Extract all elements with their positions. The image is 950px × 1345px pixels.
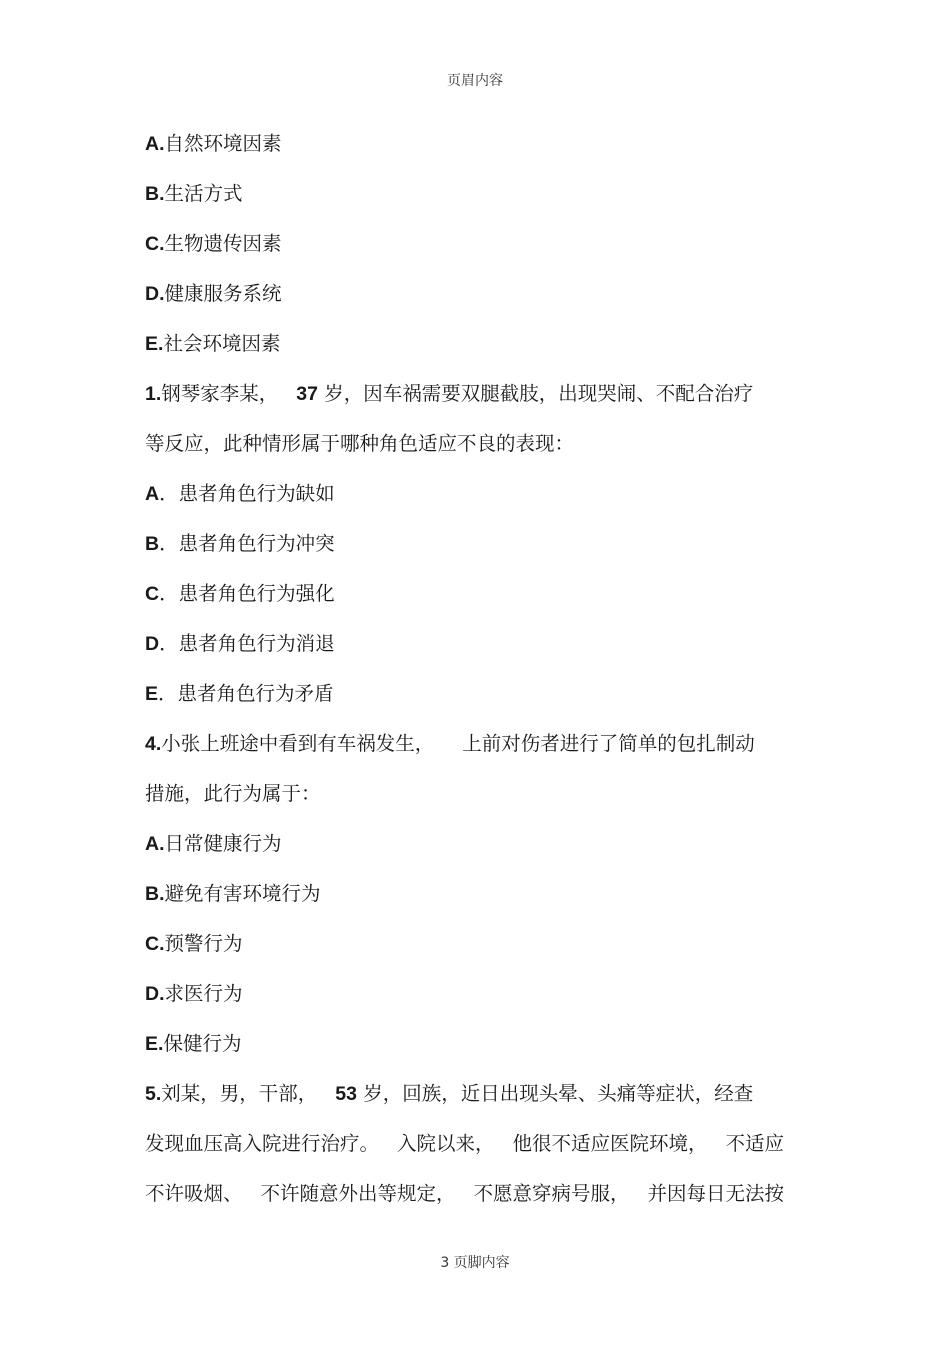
question-text: 钢琴家李某， — [161, 382, 279, 405]
option-text: ．患者角色行为冲突 — [159, 532, 335, 555]
question-number: 4. — [145, 733, 162, 755]
question-4-line-2: 措施，此行为属于： — [145, 782, 321, 805]
option-text: ．患者角色行为消退 — [159, 632, 335, 655]
q1-option-a — [145, 477, 810, 527]
q4-option-c — [145, 927, 810, 977]
question-text: 入院以来， — [397, 1132, 495, 1155]
page-footer: 3 页脚内容 — [440, 1255, 510, 1271]
question-text: 发现血压高入院进行治疗。 — [145, 1132, 380, 1155]
question-text: 不适应 — [725, 1132, 785, 1155]
option-label: B. — [145, 183, 165, 205]
option-label: D — [145, 633, 160, 655]
q1-option-d — [145, 627, 810, 677]
option-text: 预警行为 — [164, 932, 243, 955]
question-1-line-1 — [145, 377, 810, 427]
question-text: 并因每日无法按 — [647, 1182, 785, 1205]
option-text: 保健行为 — [163, 1032, 242, 1055]
question-text: 岁，回族，近日出现头晕、头痛等症状，经查 — [363, 1082, 754, 1105]
option-text: ．患者角色行为缺如 — [159, 482, 335, 505]
option-text: 求医行为 — [164, 982, 243, 1005]
option-label: C — [145, 583, 160, 605]
question-text: 岁，因车祸需要双腿截肢，出现哭闹、不配合治疗 — [324, 382, 754, 405]
question-text: 刘某，男，干部， — [161, 1082, 318, 1105]
option-d — [145, 277, 810, 327]
q1-option-e — [145, 677, 810, 727]
page-header: 页眉内容 — [447, 73, 503, 89]
option-label: C. — [145, 233, 165, 255]
option-text: 生物遗传因素 — [164, 232, 282, 255]
option-label: B. — [145, 883, 165, 905]
document-body — [145, 127, 810, 1227]
q4-option-a — [145, 827, 810, 877]
question-1-line-2: 等反应，此种情形属于哪种角色适应不良的表现： — [145, 432, 575, 455]
question-5-line-1 — [145, 1077, 810, 1127]
question-age: 53 — [335, 1083, 357, 1105]
option-label: E. — [145, 1033, 164, 1055]
question-text: 不许吸烟、 — [145, 1182, 243, 1205]
option-text: 日常健康行为 — [164, 832, 282, 855]
option-label: A. — [145, 833, 165, 855]
option-label: E. — [145, 333, 164, 355]
option-e — [145, 327, 810, 377]
question-5-line-2 — [145, 1127, 810, 1177]
question-text: 上前对伤者进行了简单的包扎制动 — [462, 732, 755, 755]
q1-option-b — [145, 527, 810, 577]
option-text: 社会环境因素 — [163, 332, 281, 355]
question-number: 1. — [145, 383, 162, 405]
question-text: 他很不适应医院环境， — [512, 1132, 708, 1155]
q4-option-d — [145, 977, 810, 1027]
option-label: C. — [145, 933, 165, 955]
question-age: 37 — [296, 383, 318, 405]
option-b — [145, 177, 810, 227]
option-text: ．患者角色行为矛盾 — [158, 682, 334, 705]
question-text: 不愿意穿病号服， — [473, 1182, 630, 1205]
q4-option-b — [145, 877, 810, 927]
question-5-line-3 — [145, 1177, 810, 1227]
question-number: 5. — [145, 1083, 162, 1105]
option-label: A — [145, 483, 160, 505]
q4-option-e — [145, 1027, 810, 1077]
option-text: 自然环境因素 — [164, 132, 282, 155]
option-label: D. — [145, 983, 165, 1005]
option-text: 生活方式 — [164, 182, 243, 205]
option-a — [145, 127, 810, 177]
option-text: ．患者角色行为强化 — [159, 582, 335, 605]
question-text: 小张上班途中看到有车祸发生， — [161, 732, 435, 755]
question-4-line-1 — [145, 727, 810, 777]
option-label: E — [145, 683, 159, 705]
option-label: B — [145, 533, 160, 555]
option-label: A. — [145, 133, 165, 155]
option-c — [145, 227, 810, 277]
q1-option-c — [145, 577, 810, 627]
question-text: 不许随意外出等规定， — [260, 1182, 456, 1205]
option-text: 避免有害环境行为 — [164, 882, 321, 905]
option-text: 健康服务系统 — [164, 282, 282, 305]
option-label: D. — [145, 283, 165, 305]
